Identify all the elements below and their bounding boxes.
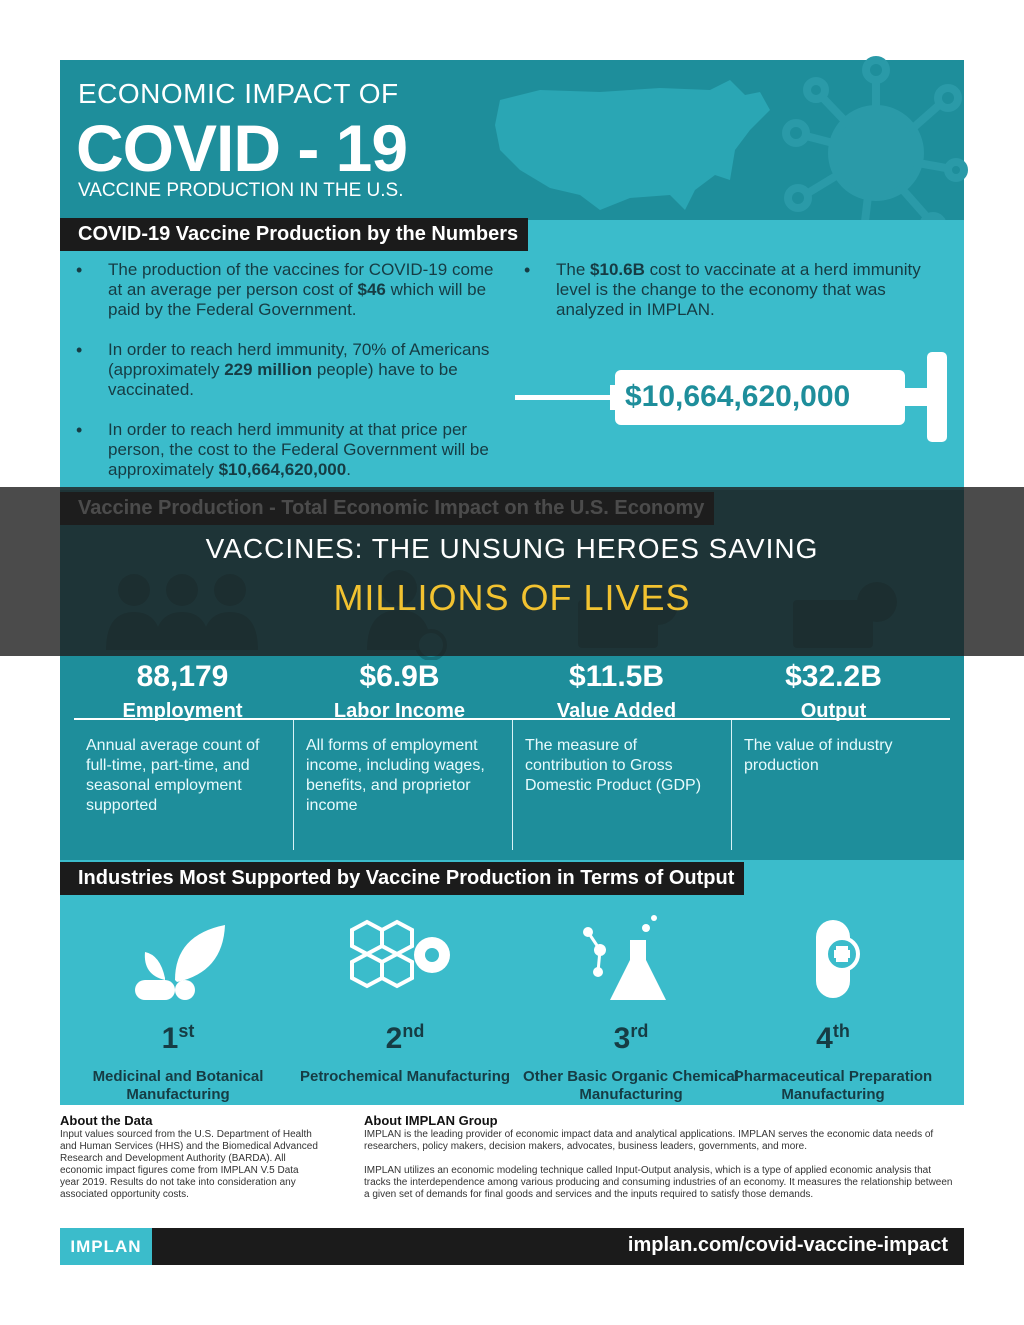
header-pretitle: ECONOMIC IMPACT OF: [78, 78, 399, 109]
title-overlay: [0, 487, 1024, 656]
implan-logo: IMPLAN: [60, 1228, 152, 1265]
metric-label: Employment: [122, 700, 243, 722]
industry-rank-suffix: st: [178, 1021, 195, 1041]
header-subtitle: VACCINE PRODUCTION IN THE U.S.: [78, 180, 404, 201]
bullets-left: [60, 260, 510, 500]
industry-name: Petrochemical Manufacturing: [299, 1068, 511, 1085]
overlay-title-line2: MILLIONS OF LIVES: [333, 577, 691, 618]
metric-description: The value of industry production: [731, 720, 950, 850]
about-implan: [364, 1115, 954, 1201]
metric-description: Annual average count of full-time, part-time, and seasonal employment supported: [86, 737, 260, 814]
industry-name: Pharmaceutical Preparation Manufacturing: [733, 1068, 933, 1103]
industries-section: [60, 860, 964, 1105]
metric-descriptions: [74, 718, 950, 848]
industry-3: [518, 910, 744, 1104]
industry-name: Other Basic Organic Chemical Manufacturing: [523, 1068, 739, 1103]
metric-description: All forms of employment income, including wages, benefits, and proprietor income: [293, 720, 512, 850]
flask-molecule-icon: [518, 910, 744, 1010]
bullet-item: • The production of the vaccines for COVID-19 come at an average per person cost of $46 which will be paid by the Federal Government.: [60, 260, 510, 320]
metric-label: Output: [800, 700, 867, 722]
numbers-section: [60, 220, 964, 490]
industry-rank: 2: [385, 1022, 403, 1055]
metric-value: $6.9B: [359, 660, 440, 693]
industry-rank-suffix: th: [832, 1021, 850, 1041]
numbers-title: COVID-19 Vaccine Production by the Numbers: [60, 218, 528, 251]
bullet-item: • In order to reach herd immunity at that price per person, the cost to the Federal Government will be approximately $10,664,620,000.: [60, 420, 510, 480]
us-map-icon: [480, 70, 780, 220]
industry-rank: 1: [161, 1022, 179, 1055]
industries-title: Industries Most Supported by Vaccine Production in Terms of Output: [60, 862, 744, 895]
metric-value: $32.2B: [785, 660, 882, 693]
overlay-title-line1: VACCINES: THE UNSUNG HEROES SAVING: [205, 533, 819, 564]
metric-label: Value Added: [556, 700, 677, 722]
leaf-pill-icon: [65, 910, 291, 1010]
industry-1: [65, 910, 291, 1104]
about-data: [60, 1115, 320, 1201]
footer-url-link[interactable]: implan.com/covid-vaccine-impact: [627, 1234, 948, 1256]
industry-name: Medicinal and Botanical Manufacturing: [92, 1068, 264, 1103]
header-title: COVID - 19: [76, 111, 408, 185]
industry-rank-suffix: rd: [630, 1021, 649, 1041]
metric-value: $11.5B: [568, 660, 665, 693]
industry-2: [292, 910, 518, 1086]
metric-value: 88,179: [136, 660, 229, 693]
bullets-right: [508, 260, 948, 340]
about-data-title: About the Data: [60, 1113, 153, 1128]
bullet-item: • In order to reach herd immunity, 70% of Americans (approximately 229 million people) have to be vaccinated.: [60, 340, 510, 400]
industry-4: [720, 910, 946, 1104]
bullet-item: • The $10.6B cost to vaccinate at a herd immunity level is the change to the economy that was analyzed in IMPLAN.: [508, 260, 948, 320]
industry-rank-suffix: nd: [402, 1021, 425, 1041]
hexagon-gear-icon: [292, 910, 518, 1010]
about-implan-title: About IMPLAN Group: [364, 1113, 498, 1128]
metric-description: The measure of contribution to Gross Domestic Product (GDP): [512, 720, 731, 850]
syringe-value: $10,664,620,000: [625, 380, 851, 413]
about-implan-p2: IMPLAN utilizes an economic modeling technique called Input-Output analysis, which is a type of applied economic analysis that tracks the interdependence among various producing and consuming industries of an economy. It measures the relationship between a given set of demands for final goods and services and the inputs required to satisfy those demands.: [364, 1165, 953, 1200]
about-implan-p1: IMPLAN is the leading provider of economic impact data and analytical applications. IMPLAN serves the economic data needs of researchers, policy makers, decision makers, advocates, business leaders, governments, and more.: [364, 1129, 934, 1152]
footer: [60, 1228, 964, 1265]
capsule-cross-icon: [720, 910, 946, 1010]
infographic: [60, 60, 964, 1265]
metric-label: Labor Income: [333, 700, 466, 722]
industry-rank: 3: [613, 1022, 631, 1055]
industry-rank: 4: [816, 1022, 833, 1055]
about-data-text: Input values sourced from the U.S. Department of Health and Human Services (HHS) and the Biomedical Advanced Research and Development Authority (BARDA). All economic impact figures come from IMPLAN V.5 Data year 2019. Results do not take into consideration any associated opportunity costs.: [60, 1129, 318, 1200]
